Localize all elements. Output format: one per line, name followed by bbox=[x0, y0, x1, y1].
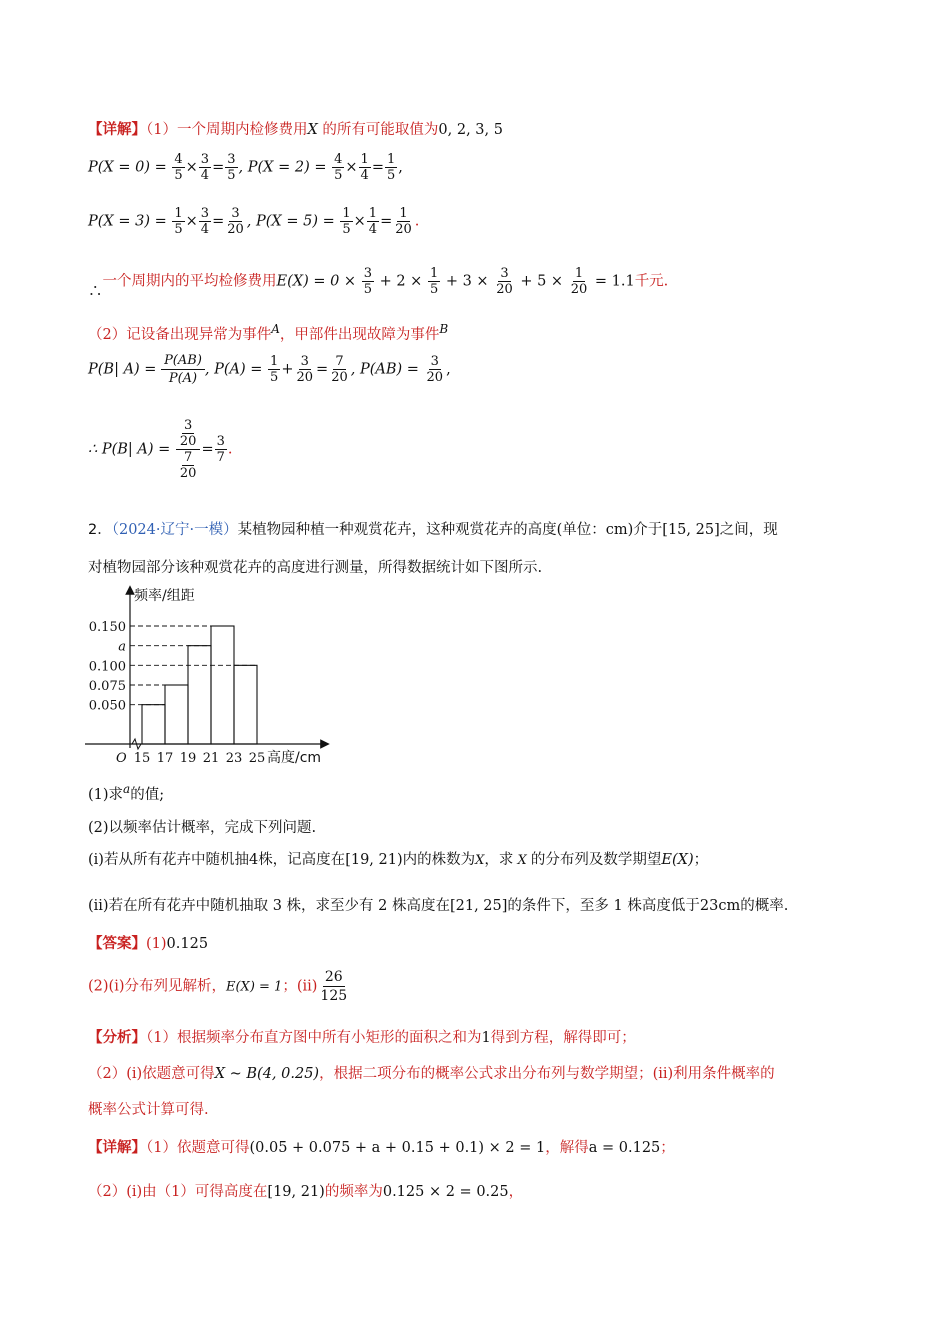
question-source: （2024·辽宁·一模） bbox=[111, 522, 238, 538]
detail-tag: 【详解】 bbox=[88, 121, 146, 138]
answer-line-1: 【答案】(1)0.125 bbox=[88, 935, 209, 952]
x-tick-label: 17 bbox=[156, 751, 174, 766]
prob-eq-line-2: P(X = 3) = $\frac{1}{5}$ × $\frac{3}{4}$ = $\frac{3}{20}$ , P(X = 5) = $\frac{1}{5}$ × $\frac{1}{4}$ = $\frac{1}{20}$ . bbox=[88, 206, 420, 237]
y-tick-label: 0.075 bbox=[88, 679, 126, 694]
detail-line-1: 【详解】（1）依题意可得(0.05 + 0.075 + a + 0.15 + 0.1) × 2 = 1，解得a = 0.125； bbox=[88, 1139, 675, 1156]
analysis-line-1: 【分析】（1）根据频率分布直方图中所有小矩形的面积之和为1得到方程，解得即可； bbox=[88, 1029, 636, 1046]
question-2-line-2: 对植物园部分该种观赏花卉的高度进行测量，所得数据统计如下图所示. bbox=[88, 560, 543, 576]
analysis-line-3: 概率公式计算可得. bbox=[88, 1102, 209, 1118]
histogram-bar bbox=[165, 685, 188, 744]
y-tick-label: 0.100 bbox=[88, 659, 126, 675]
solution-part2-line: （2）记设备出现异常为事件$^A$，甲部件出现故障为事件$^B$ bbox=[88, 322, 449, 343]
histogram-bar bbox=[188, 646, 211, 744]
x-tick-label: 19 bbox=[179, 751, 197, 766]
average-cost-line: ∴一个周期内的平均检修费用E(X) = 0 × $\frac{3}{5}$ + 2 × $\frac{1}{5}$ + 3 × $\frac{3}{20}$ + 5 × $\frac{1}{20}$ = 1.1千元. bbox=[88, 266, 669, 300]
frequency-histogram bbox=[85, 584, 335, 774]
histogram-bar bbox=[142, 705, 165, 744]
histogram-bar bbox=[234, 665, 257, 744]
final-result-line: ∴ P(B| A) = $\frac{\frac{3}{20}}{\frac{7}{20}}$ = $\frac{3}{7}$ . bbox=[88, 418, 233, 481]
sub-question-2i: (i)若从所有花卉中随机抽4株，记高度在[19, 21)内的株数为X，求 X 的分布列及数学期望E(X)； bbox=[88, 852, 709, 868]
conditional-prob-line: P(B| A) = $\frac{P(AB)}{P(A)}$ , P(A) = $\frac{1}{5}$ + $\frac{3}{20}$ = $\frac{7}{20}$ , P(AB) = $\frac{3}{20}$ , bbox=[88, 353, 451, 386]
analysis-line-2: （2）(i)依题意可得X ~ B(4, 0.25)，根据二项分布的概率公式求出分布列与数学期望；(ii)利用条件概率的 bbox=[88, 1066, 775, 1082]
x-axis-label: 高度/cm bbox=[267, 750, 322, 766]
question-2-line-1: 2．（2024·辽宁·一模）某植物园种植一种观赏花卉，这种观赏花卉的高度(单位：cm)介于[15, 25]之间，现 bbox=[88, 522, 778, 538]
x-tick-label: 21 bbox=[202, 751, 220, 766]
y-tick-label: 0.150 bbox=[88, 620, 126, 635]
y-tick-label: 0.050 bbox=[88, 698, 126, 714]
y-axis-label: 频率/组距 bbox=[134, 588, 195, 604]
x-tick-label: 15 bbox=[133, 751, 151, 766]
sub-question-2: (2)以频率估计概率，完成下列问题. bbox=[88, 820, 317, 836]
x-tick-label: 23 bbox=[225, 751, 243, 766]
origin-label: O bbox=[116, 751, 127, 766]
prob-eq-line-1: P(X = 0) = $\frac{4}{5}$ × $\frac{3}{4}$ = $\frac{3}{5}$ , P(X = 2) = $\frac{4}{5}$ × $\frac{1}{4}$ = $\frac{1}{5}$ , bbox=[88, 152, 403, 183]
detail-line-2: （2）(i)由（1）可得高度在[19, 21)的频率为0.125 × 2 = 0.25， bbox=[88, 1184, 524, 1200]
x-tick-label: 25 bbox=[248, 751, 266, 766]
histogram-bar bbox=[211, 626, 234, 744]
solution-line-1: 【详解】（1）一个周期内检修费用X 的所有可能取值为0, 2, 3, 5 bbox=[88, 121, 503, 138]
sub-question-2ii: (ii)若在所有花卉中随机抽取 3 株，求至少有 2 株高度在[21, 25]的条件下，至多 1 株高度低于23cm的概率. bbox=[88, 898, 789, 914]
answer-line-2: (2)(i)分布列见解析，E(X) = 1；(ii) $\frac{26}{125}$ bbox=[88, 969, 348, 1004]
y-tick-label: a bbox=[118, 639, 126, 655]
sub-question-1: (1)求$^a$的值; bbox=[88, 782, 165, 803]
